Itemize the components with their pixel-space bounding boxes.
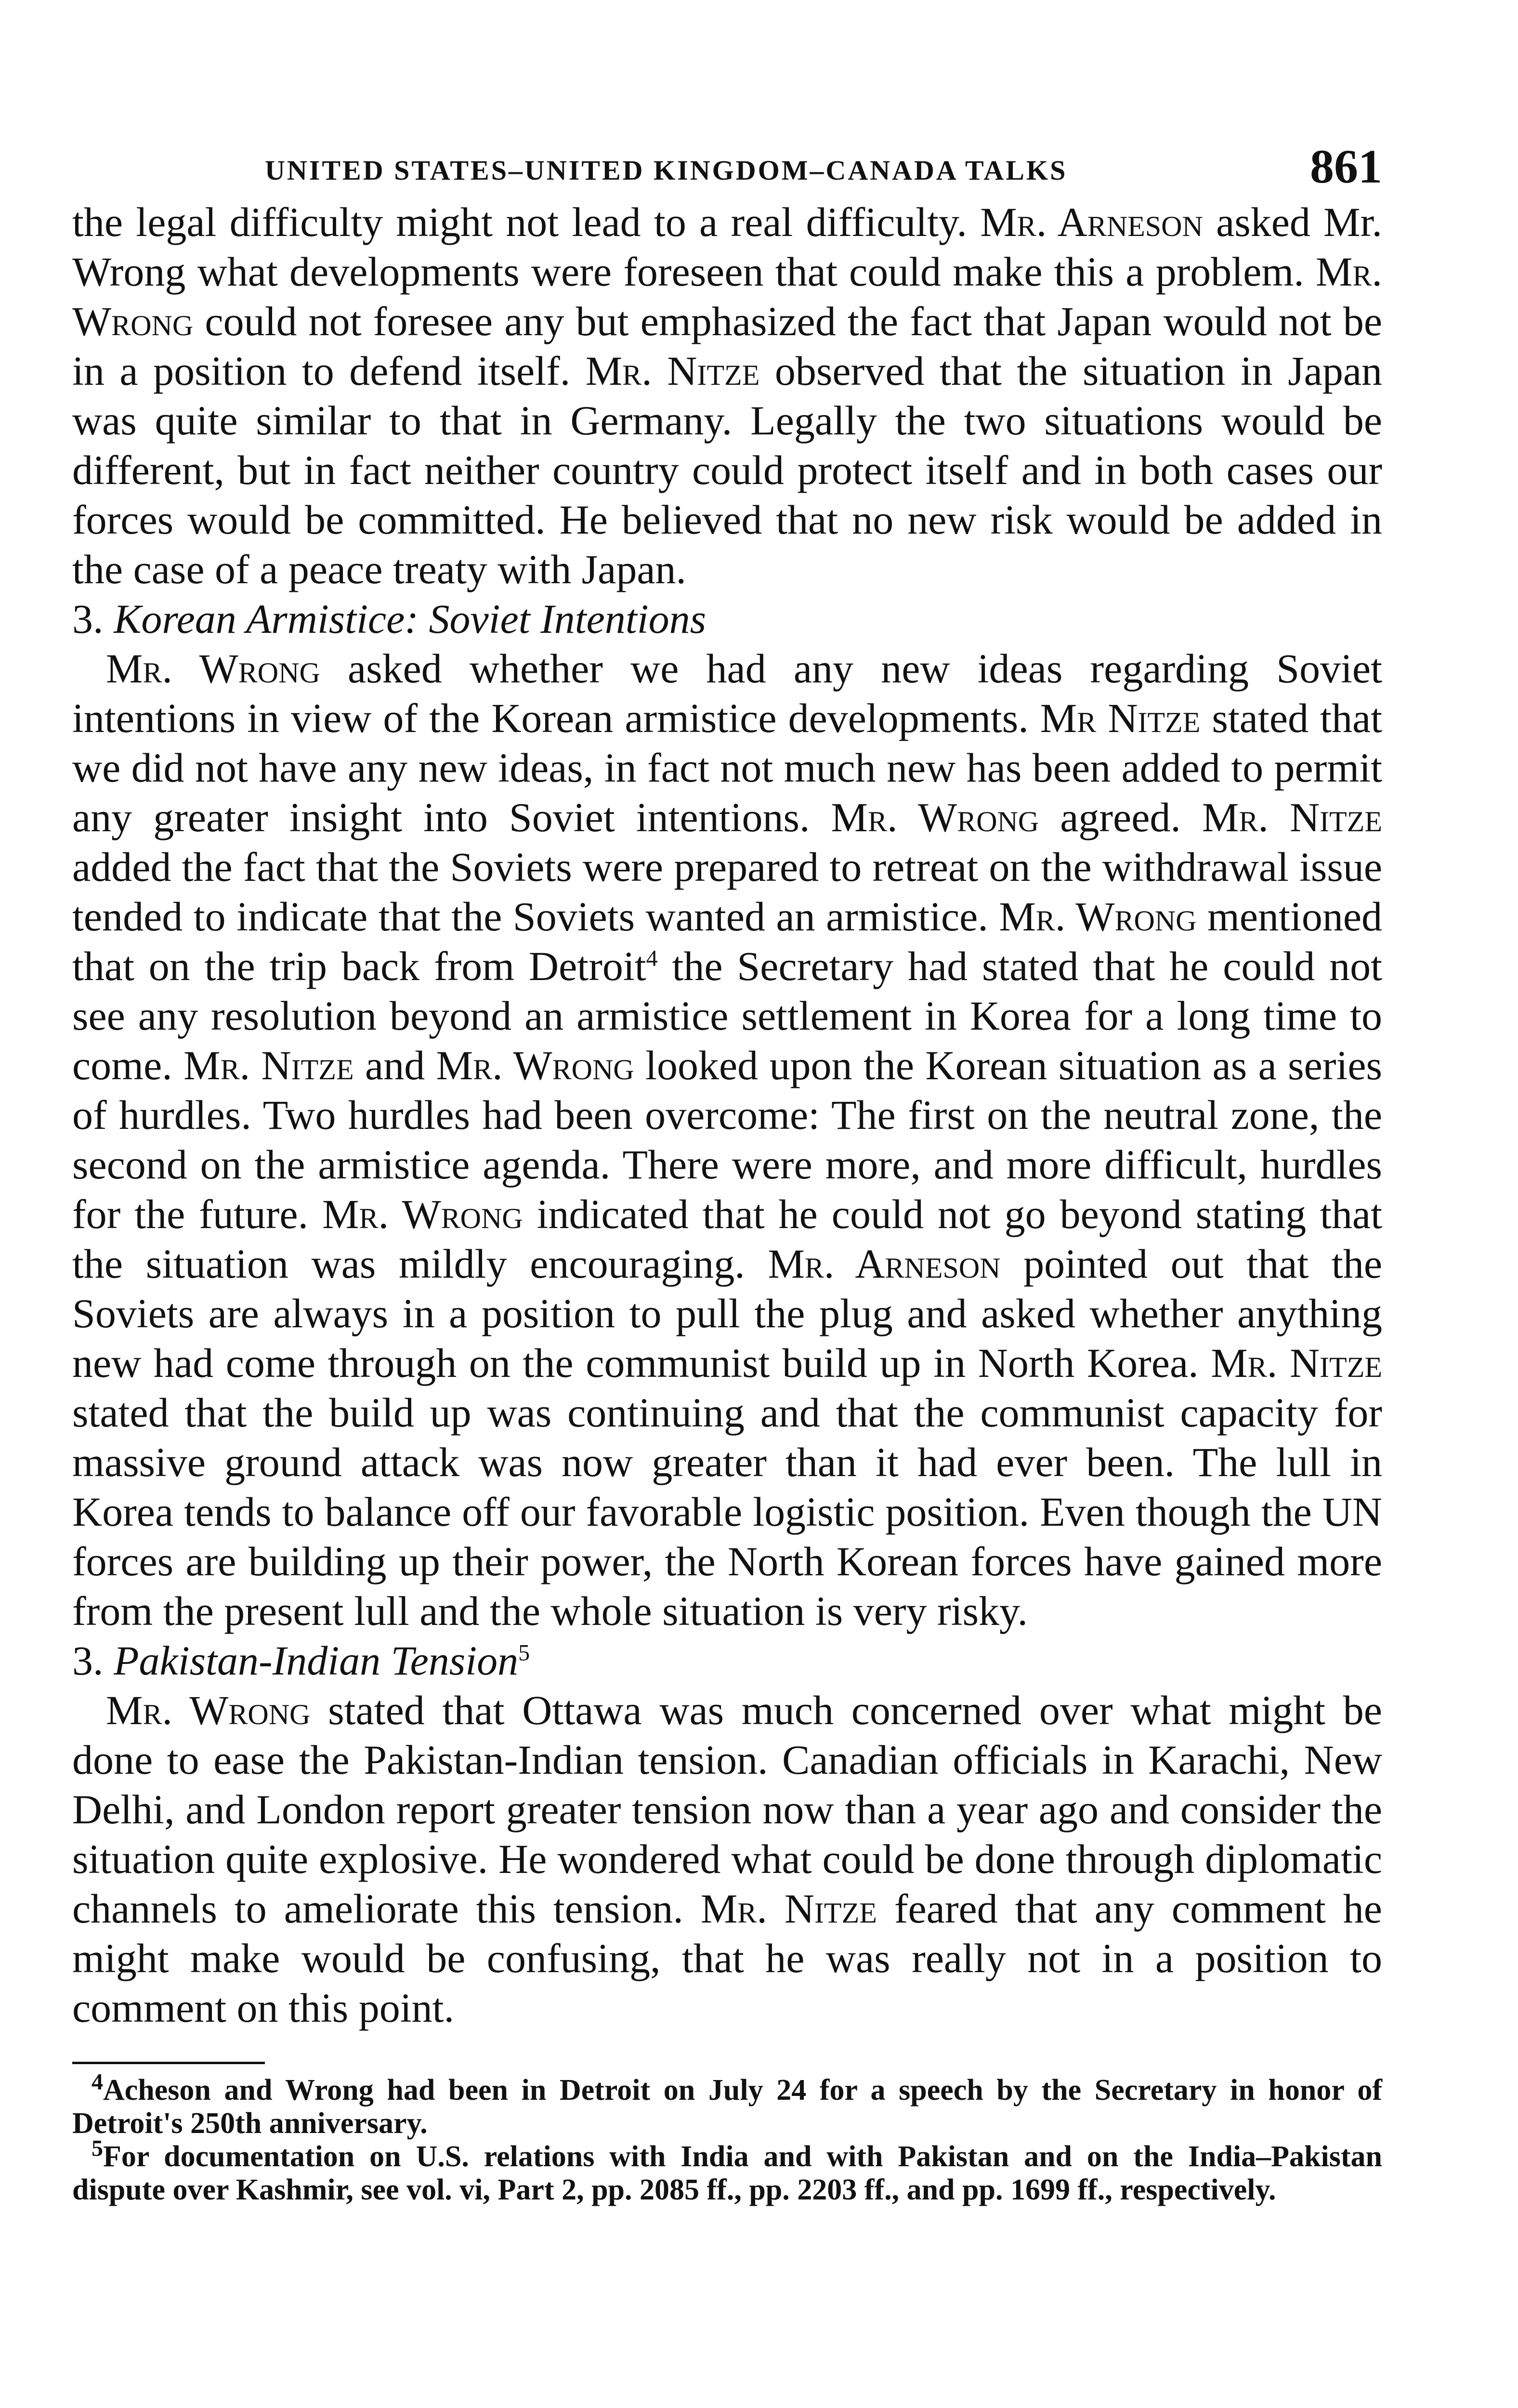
speaker-name: Mr. Wrong [106, 1687, 311, 1733]
body-text [72, 197, 1382, 2033]
korea-paragraph [72, 644, 1382, 1636]
footnote-text: For documentation on U.S. relations with India and with Pakistan and on the India–Pakistan dispute over Kashmir, see vol. vi, Part 2, pp. 2085 ff., pp. 2203 ff., and pp. 1699 ff., respectively. [72, 2140, 1382, 2206]
korea-text-9: indicated that he could not go beyond stating that the situation was mildly encouraging. [72, 1191, 1382, 1287]
intro-text-3: could not foresee any but emphasized the fact that Japan would not be in a position to defend itself. [72, 298, 1382, 394]
intro-text-1: the legal difficulty might not lead to a real difficulty. [72, 199, 981, 245]
korea-text-5: mentioned that on the trip back from Detroit [72, 893, 1382, 989]
section-heading-pakistan [72, 1636, 1382, 1686]
speaker-name: Mr. Nitze [700, 1885, 877, 1932]
footnote-mark: 5 [92, 2135, 103, 2161]
speaker-name: Mr. Nitze [1202, 794, 1382, 840]
korea-text-8: looked upon the Korean situation as a series of hurdles. Two hurdles had been overcome: The first on the neutral zone, the second on the armistice agenda. There were more, and more difficult, hurdles for the future. [72, 1042, 1382, 1237]
section-title: Korean Armistice: Soviet Intentions [114, 596, 707, 642]
page-number: 861 [1310, 140, 1382, 193]
pakistan-paragraph [72, 1686, 1382, 2033]
intro-text-4: observed that the situation in Japan was quite similar to that in Germany. Legally the two situations would be different, but in fact neither country could protect itself and in both cases our forces would be committed. He believed that no new risk would be added in the case of a peace treaty with Japan. [72, 348, 1383, 592]
intro-text-2: asked Mr. Wrong what developments were foreseen that could make this a problem. [72, 199, 1382, 295]
intro-paragraph [72, 197, 1382, 594]
section-title: Pakistan-Indian Tension [114, 1637, 519, 1684]
speaker-name: Mr. Nitze [585, 348, 760, 394]
pakistan-text-1: stated that Ottawa was much concerned over what might be done to ease the Pakistan-Indian tension. Canadian officials in Karachi, New Delhi, and London report greater tension now than a year ago and consider the situation quite explosive. He wondered what could be done through diplomatic channels to ameliorate this tension. [72, 1687, 1382, 1932]
running-title: UNITED STATES–UNITED KINGDOM–CANADA TALKS [265, 155, 1068, 186]
section-heading-korea [72, 594, 1382, 644]
footnotes [72, 2069, 1382, 2207]
footnote-ref: 4 [646, 945, 658, 971]
speaker-name: Mr. Wrong [831, 794, 1039, 840]
pakistan-text-2: feared that any comment he might make would be confusing, that he was really not in a position to comment on this point. [72, 1885, 1382, 2031]
section-number: 3. [72, 1637, 104, 1684]
speaker-name: Mr. Wrong [999, 893, 1197, 940]
speaker-name: Mr. Wrong [322, 1191, 523, 1237]
korea-text-1: asked whether we had any new ideas regarding Soviet intentions in view of the Korean armistice developments. [72, 645, 1382, 741]
korea-text-10: pointed out that the Soviets are always in a position to pull the plug and asked whether anything new had come through on the communist build up in North Korea. [72, 1241, 1382, 1386]
speaker-name: Mr. Nitze [1211, 1340, 1382, 1386]
korea-text-4: added the fact that the Soviets were prepared to retreat on the withdrawal issue tended to indicate that the Soviets wanted an armistice. [72, 844, 1382, 940]
footnote-divider [72, 2062, 265, 2064]
footnote [72, 2069, 1382, 2140]
document-page [72, 130, 1382, 2207]
running-head [72, 130, 1382, 197]
footnote-text: Acheson and Wrong had been in Detroit on July 24 for a speech by the Secretary in honor of Detroit's 250th anniversary. [72, 2074, 1382, 2140]
speaker-name: Mr. Wrong [436, 1042, 634, 1088]
section-number: 3. [72, 596, 104, 642]
speaker-name: Mr. Wrong [72, 249, 1382, 344]
speaker-name: Mr. Arneson [980, 199, 1203, 245]
speaker-name: Mr. Arneson [768, 1241, 1001, 1287]
korea-text-7: and [353, 1042, 436, 1088]
footnote [72, 2135, 1382, 2207]
speaker-name: Mr. Wrong [106, 645, 320, 692]
footnote-ref: 5 [518, 1640, 530, 1666]
speaker-name: Mr. Nitze [183, 1042, 354, 1088]
korea-text-2: stated that we did not have any new ideas, in fact not much new has been added to permit any greater insight into Soviet intentions. [72, 695, 1383, 840]
footnote-mark: 4 [92, 2069, 103, 2095]
korea-text-6: the Secretary had stated that he could not see any resolution beyond an armistice settlement in Korea for a long time to come. [72, 943, 1383, 1088]
korea-text-11: stated that the build up was continuing and that the communist capacity for massive ground attack was now greater than it had ever been. The lull in Korea tends to balance off our favorable logistic position. Even though the UN forces are building up their power, the North Korean forces have gained more from the present lull and the whole situation is very risky. [72, 1389, 1382, 1634]
speaker-name: Mr Nitze [1040, 695, 1201, 741]
korea-text-3: agreed. [1039, 794, 1202, 840]
